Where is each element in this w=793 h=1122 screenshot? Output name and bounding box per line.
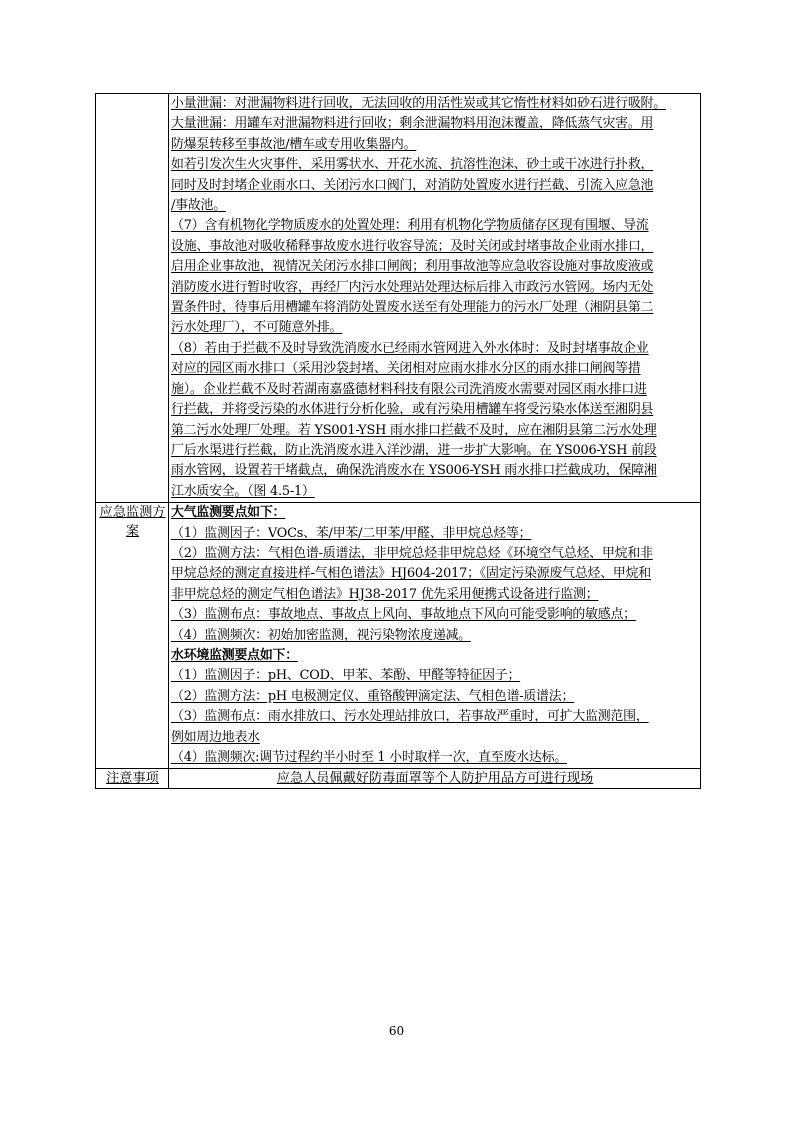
text-line: 行拦截，并将受污染的水体进行分析化验，或有污染用槽罐车将受污染水体送至湘阴县 (171, 402, 654, 418)
text-line: （1）监测因子：VOCs、苯/甲苯/二甲苯/甲醛、非甲烷总烃等； (171, 525, 532, 541)
text-line: （7）含有机物化学物质废水的处置处理：利用有机物化学物质储存区现有围堰、导流 (171, 218, 649, 234)
text-line: 甲烷总烃的测定直接进样-气相色谱法》HJ604-2017；《固定污染源废气总烃、甲烷和 (171, 566, 651, 582)
text-line: 对应的园区雨水排口（采用沙袋封堵、关闭相对应雨水排水分区的雨水排口闸阀等措 (171, 361, 641, 377)
table-row-monitoring (96, 503, 701, 769)
text-line: （2）监测方法：pH 电极测定仪、重铬酸钾滴定法、气相色谱-质谱法； (171, 688, 575, 704)
text-line: 污水处理厂），不可随意外排。 (171, 320, 343, 336)
text-line: 第二污水处理厂处理。若 YS001-YSH 雨水排口拦截不及时，应在湘阴县第二污水处理 (171, 422, 657, 438)
table-row-disposal (96, 94, 701, 503)
text-line: 启用企业事故池，视情况关闭污水排口闸阀；利用事故池等应急收容设施对事故废液或 (171, 259, 654, 275)
air-monitoring-heading: 大气监测要点如下： (171, 505, 286, 521)
text-line: 非甲烷总烃的测定气相色谱法》HJ38-2017 优先采用便携式设备进行监测； (171, 586, 599, 602)
text-line: 消防废水进行暂时收容，再经厂内污水处理站处理达标后排入市政污水管网。场内无处 (171, 279, 654, 295)
page-number: 60 (388, 1024, 405, 1038)
notes-content: 应急人员佩戴好防毒面罩等个人防护用品方可进行现场 (169, 769, 701, 789)
text-line: 小量泄漏：对泄漏物料进行回收，无法回收的用活性炭或其它惰性材料如砂石进行吸附。 (171, 96, 666, 111)
text-line: 江水质安全。（图 4.5-1） (171, 483, 315, 499)
notes-label (96, 769, 169, 789)
text-line: （3）监测布点：雨水排放口、污水处理站排放口，若事故严重时，可扩大监测范围， (171, 709, 649, 725)
text-line: 大量泄漏：用罐车对泄漏物料进行回收；剩余泄漏物料用泡沫覆盖，降低蒸气灾害。用 (171, 116, 654, 132)
text-line: /事故池。 (171, 198, 226, 214)
monitoring-plan-label (96, 503, 169, 769)
monitoring-content (169, 503, 701, 769)
emergency-plan-table (95, 93, 701, 789)
text-line: 雨水管网，设置若干堵截点，确保洗消废水在 YS006-YSH 雨水排口拦截成功，保障湘 (171, 463, 657, 479)
table-row-notes (96, 769, 701, 789)
text-line: （8）若由于拦截不及时导致洗消废水已经雨水管网进入外水体时：及时封堵事故企业 (171, 340, 649, 356)
text-line: （2）监测方法：气相色谱-质谱法，非甲烷总烃非甲烷总烃《环境空气总烃、甲烷和非 (171, 545, 653, 561)
text-line: 同时及时封堵企业雨水口、关闭污水口阀门，对消防处置废水进行拦截、引流入应急池 (171, 177, 654, 193)
notes-label-text: 注意事项 (106, 771, 159, 787)
text-line: （4）监测频次:调节过程约半小时至 1 小时取样一次，直至废水达标。 (171, 750, 567, 765)
water-monitoring-heading: 水环境监测要点如下： (171, 647, 298, 663)
text-line: 厂后水渠进行拦截，防止洗消废水进入洋沙湖，进一步扩大影响。在 YS006-YSH 前段 (171, 442, 657, 458)
text-line: （3）监测布点：事故地点、事故点上风向、事故地点下风向可能受影响的敏感点； (171, 607, 636, 623)
text-line: （1）监测因子：pH、COD、甲苯、苯酚、甲醛等特征因子； (171, 668, 521, 684)
text-line: 施）。企业拦截不及时若湖南嘉盛德材料科技有限公司洗消废水需要对园区雨水排口进 (171, 381, 647, 397)
text-line: 置条件时，待事后用槽罐车将消防处置废水送至有处理能力的污水厂处理（湘阴县第二 (171, 300, 654, 316)
text-line: 例如周边地表水 (171, 729, 260, 745)
text-line: 如若引发次生火灾事件，采用雾状水、开花水流、抗溶性泡沫、砂土或干冰进行扑救， (171, 157, 654, 173)
disposal-content (169, 94, 701, 503)
text-line: 设施、事故池对吸收稀释事故废水进行收容导流；及时关闭或封堵事故企业雨水排口， (171, 238, 654, 254)
text-line: （4）监测频次：初始加密监测，视污染物浓度递减。 (171, 627, 471, 643)
text-line: 防爆泵转移至事故池/槽车或专用收集器内。 (171, 136, 417, 152)
monitoring-plan-label-text: 应急监测方案 (99, 505, 166, 540)
row-label-empty (96, 94, 169, 503)
